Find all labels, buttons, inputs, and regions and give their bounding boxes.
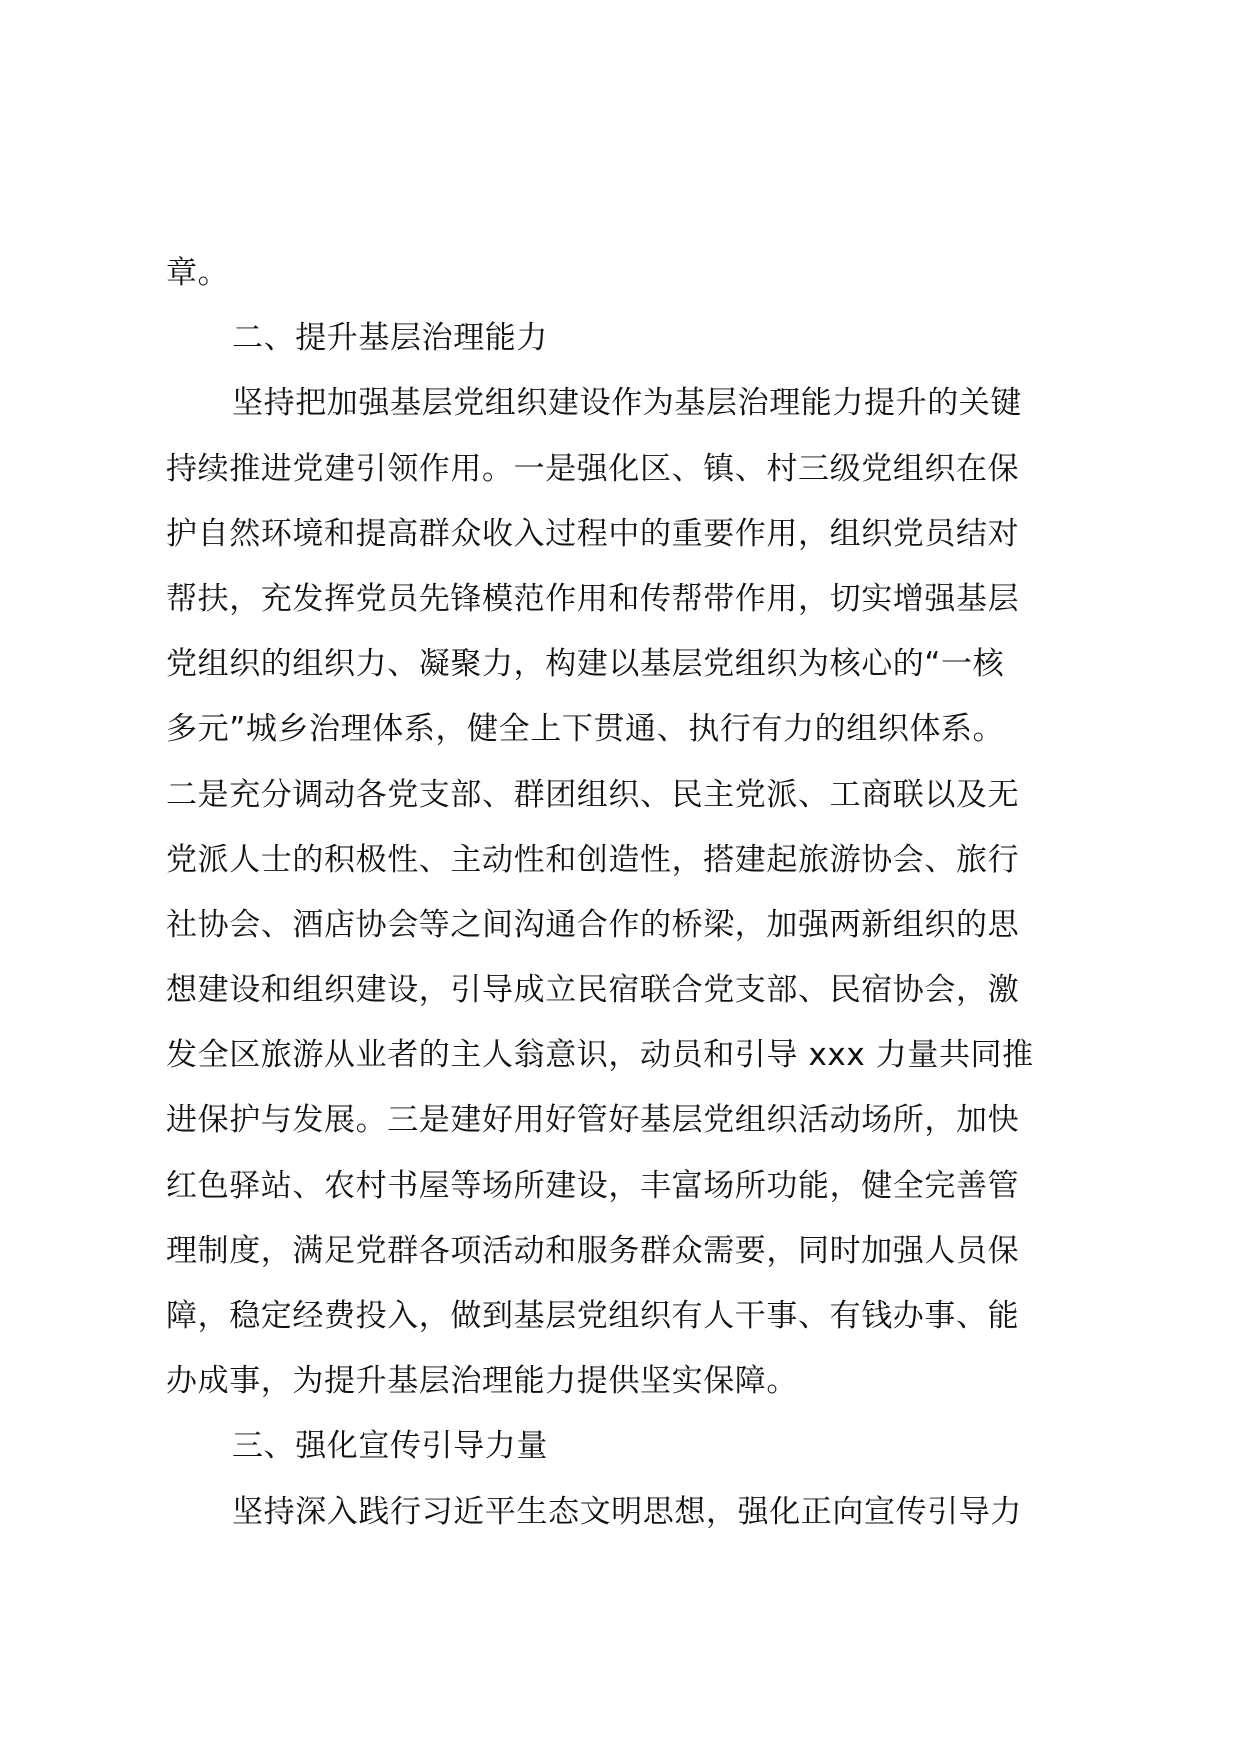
text-line: 办成事，为提升基层治理能力提供坚实保障。 xyxy=(166,1363,798,1400)
text-line: 党派人士的积极性、主动性和创造性，搭建起旅游协会、旅行 xyxy=(166,841,1020,878)
text-line: 多元”城乡治理体系，健全上下贯通、执行有力的组织体系。 xyxy=(166,711,1005,748)
text-line: 坚持把加强基层党组织建设作为基层治理能力提升的关键 xyxy=(232,385,1022,422)
text-line: 党组织的组织力、凝聚力，构建以基层党组织为核心的“一核 xyxy=(166,646,1005,683)
section-heading: 三、强化宣传引导力量 xyxy=(232,1428,548,1465)
text-line: 持续推进党建引领作用。一是强化区、镇、村三级党组织在保 xyxy=(166,450,1020,487)
text-line: 想建设和组织建设，引导成立民宿联合党支部、民宿协会，激 xyxy=(166,972,1020,1009)
text-line: 二是充分调动各党支部、群团组织、民主党派、工商联以及无 xyxy=(166,776,1020,813)
text-line: 发全区旅游从业者的主人翁意识，动员和引导 xxx 力量共同推 xyxy=(166,1037,1034,1074)
text-line: 进保护与发展。三是建好用好管好基层党组织活动场所，加快 xyxy=(166,1102,1020,1139)
document-body xyxy=(166,241,1086,1545)
text-line: 理制度，满足党群各项活动和服务群众需要，同时加强人员保 xyxy=(166,1232,1020,1269)
text-line: 社协会、酒店协会等之间沟通合作的桥梁，加强两新组织的思 xyxy=(166,906,1020,943)
text-line: 红色驿站、农村书屋等场所建设，丰富场所功能，健全完善管 xyxy=(166,1167,1020,1204)
text-line: 护自然环境和提高群众收入过程中的重要作用，组织党员结对 xyxy=(166,515,1020,552)
text-line: 章。 xyxy=(166,255,230,291)
text-line: 障，稳定经费投入，做到基层党组织有人干事、有钱办事、能 xyxy=(166,1298,1020,1334)
text-line: 坚持深入践行习近平生态文明思想，强化正向宣传引导力 xyxy=(232,1493,1022,1530)
section-heading: 二、提升基层治理能力 xyxy=(232,320,548,357)
text-line: 帮扶，充发挥党员先锋模范作用和传帮带作用，切实增强基层 xyxy=(166,580,1020,617)
